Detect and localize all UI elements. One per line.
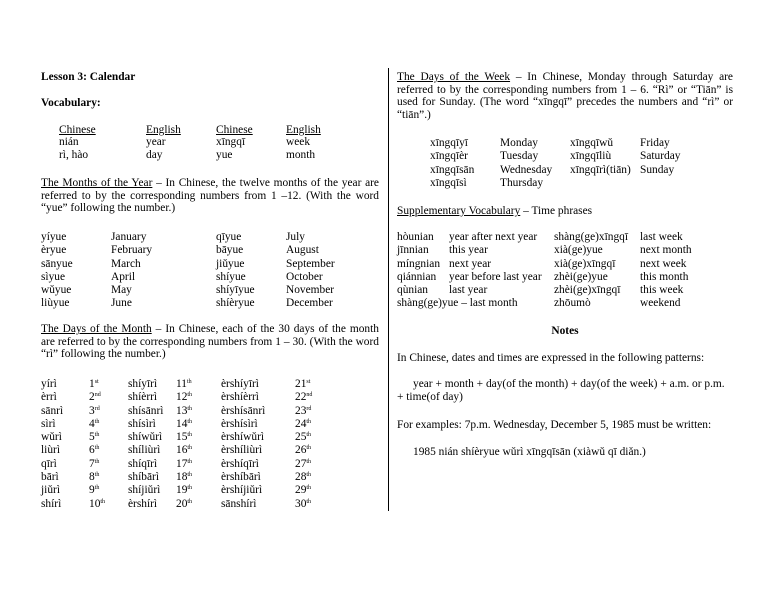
months-heading: The Months of the Year <box>41 177 153 189</box>
day-ordinal <box>295 405 312 418</box>
day-ordinal <box>89 458 105 471</box>
ordinal-suffix: st <box>306 379 311 385</box>
day-number: 1 <box>89 378 95 390</box>
day-word: jiǔrì <box>41 484 60 497</box>
day-word: èrrì <box>41 391 57 404</box>
ordinal-suffix: th <box>306 485 312 492</box>
day-word: shíyīrì <box>128 378 158 390</box>
month-cell: èryue <box>41 244 67 257</box>
ordinal-suffix: th <box>94 432 100 439</box>
month-cell: wǔyue <box>41 284 72 297</box>
day-ordinal <box>176 405 192 418</box>
week-cell: Sunday <box>640 163 675 176</box>
day-number: 11 <box>176 378 187 390</box>
vocabulary-title: Vocabulary: <box>41 97 101 109</box>
week-heading: The Days of the Week <box>397 71 511 83</box>
supp-cell: qùnian <box>397 284 429 297</box>
day-word: shísānrì <box>128 404 164 417</box>
supp-cell: this week <box>640 284 684 297</box>
ordinal-suffix: th <box>306 472 312 479</box>
day-word: liùrì <box>41 444 60 457</box>
ordinal-suffix: th <box>187 392 193 399</box>
day-number: 4 <box>89 417 95 430</box>
supp-cell: this year <box>449 244 488 257</box>
week-cell: xīngqīrì(tiān) <box>570 163 631 176</box>
day-word: èrshíèrrì <box>221 391 259 404</box>
day-word: shíbārì <box>128 471 160 484</box>
week-cell: xīngqīyī <box>430 137 468 149</box>
day-word: èrshíwǔrì <box>221 431 265 444</box>
ordinal-suffix: th <box>187 418 193 425</box>
days-text: – In Chinese, each of the 30 days of the month are referred to by the corresponding numbers from 1 – 30. (With the word “rì” following the number.) <box>41 323 379 361</box>
ordinal-suffix: th <box>94 485 100 492</box>
day-word: èrshírì <box>128 497 158 510</box>
day-number: 22 <box>295 391 307 404</box>
months-paragraph <box>41 177 379 215</box>
day-ordinal <box>295 431 312 444</box>
ordinal-suffix: th <box>94 418 100 425</box>
day-number: 26 <box>295 444 307 457</box>
day-ordinal <box>89 418 105 431</box>
day-word: sānrì <box>41 404 64 417</box>
day-number: 21 <box>295 378 307 390</box>
day-ordinal <box>176 498 192 511</box>
day-ordinal <box>295 391 312 404</box>
supp-cell: hòunian <box>397 231 434 243</box>
supp-cell: next month <box>640 244 692 257</box>
day-ordinal <box>89 471 105 484</box>
day-ordinal <box>295 378 312 391</box>
ordinal-suffix: st <box>94 379 99 385</box>
day-word: èrshíjiǔrì <box>221 484 263 497</box>
day-number: 10 <box>89 497 101 510</box>
day-ordinal <box>89 405 105 418</box>
month-cell: November <box>286 284 335 297</box>
day-word: shíwǔrì <box>128 431 163 444</box>
month-cell: September <box>286 257 335 270</box>
column-divider <box>388 68 389 511</box>
ordinal-suffix: th <box>187 445 193 452</box>
ordinal-suffix: th <box>94 458 100 465</box>
supp-cell: xià(ge)xīngqī <box>554 257 616 270</box>
week-cell: xīngqīliù <box>570 150 612 163</box>
ordinal-suffix: th <box>186 379 192 385</box>
vocab-cell: day <box>146 148 163 161</box>
day-word: shírì <box>41 497 62 510</box>
month-cell: June <box>111 297 132 310</box>
week-cell: Friday <box>640 137 670 149</box>
ordinal-suffix: nd <box>94 392 101 399</box>
vocab-header-english: English <box>286 124 321 136</box>
day-number: 25 <box>295 431 307 444</box>
ordinal-suffix: th <box>187 485 193 492</box>
week-cell: Thursday <box>500 176 544 189</box>
day-ordinal <box>176 418 192 431</box>
day-number: 9 <box>89 484 95 497</box>
day-number: 28 <box>295 471 307 484</box>
week-paragraph <box>397 71 733 121</box>
day-word: bārì <box>41 471 59 484</box>
day-ordinal <box>89 391 105 404</box>
lesson-title: Lesson 3: Calendar <box>41 71 136 83</box>
ordinal-suffix: rd <box>94 405 100 412</box>
ordinal-suffix: th <box>187 472 193 479</box>
day-word: èrshíqīrì <box>221 457 259 470</box>
month-cell: shíyīyue <box>216 284 255 297</box>
days-paragraph <box>41 323 379 361</box>
month-cell: yíyue <box>41 231 67 243</box>
month-cell: liùyue <box>41 297 70 310</box>
months-text: – In Chinese, the twelve months of the year are referred to by the corresponding numbers from 1 –12. (With the word “yue” following the number.) <box>41 177 379 215</box>
day-ordinal <box>176 391 192 404</box>
day-ordinal <box>89 498 105 511</box>
ordinal-suffix: th <box>306 458 312 465</box>
day-ordinal <box>295 458 312 471</box>
day-word-column <box>41 378 63 511</box>
day-ordinal <box>176 484 192 497</box>
day-number: 27 <box>295 457 307 470</box>
month-cell: shíèryue <box>216 297 255 310</box>
notes-title: Notes <box>551 325 579 337</box>
month-cell: August <box>286 244 319 257</box>
day-number: 24 <box>295 417 307 430</box>
day-number: 23 <box>295 404 307 417</box>
supp-cell: zhèi(ge)xīngqī <box>554 284 621 297</box>
supp-cell: xià(ge)yue <box>554 244 603 257</box>
month-cell: sìyue <box>41 270 66 283</box>
day-ordinal <box>176 431 192 444</box>
month-cell: May <box>111 284 132 297</box>
day-ordinal <box>89 431 105 444</box>
vocab-header-chinese: Chinese <box>59 124 96 136</box>
ordinal-suffix: th <box>187 498 193 505</box>
month-cell: October <box>286 270 323 283</box>
day-number: 15 <box>176 431 188 444</box>
supp-cell: this month <box>640 270 689 283</box>
vocab-cell: week <box>286 136 311 149</box>
supp-cell: last week <box>640 231 683 243</box>
day-number: 16 <box>176 444 188 457</box>
ordinal-suffix: th <box>306 445 312 452</box>
notes-intro: In Chinese, dates and times are expressed in the following patterns: <box>397 352 705 364</box>
vocab-header-english: English <box>146 124 181 136</box>
vocab-cell: month <box>286 148 316 161</box>
vocab-cell: year <box>146 136 166 149</box>
month-cell: July <box>286 231 305 243</box>
month-cell: jiǔyue <box>216 257 245 270</box>
supp-cell: next week <box>640 257 687 270</box>
ordinal-suffix: th <box>306 418 312 425</box>
supp-cell: last year <box>449 284 488 297</box>
day-ordinal <box>295 418 312 431</box>
day-ordinal <box>89 484 105 497</box>
day-number: 18 <box>176 471 188 484</box>
day-number: 14 <box>176 417 188 430</box>
supp-cell: qiánnian <box>397 270 437 283</box>
day-ordinal <box>176 378 192 391</box>
month-cell: March <box>111 257 141 270</box>
day-ordinal <box>176 471 192 484</box>
supp-cell: shàng(ge)yue – last month <box>397 297 518 310</box>
day-number-column <box>176 378 192 511</box>
day-word: sānshírì <box>221 497 257 510</box>
day-number: 13 <box>176 404 188 417</box>
supplementary-paragraph <box>397 205 592 218</box>
vocab-cell: xīngqī <box>216 136 246 149</box>
day-number: 7 <box>89 457 95 470</box>
week-cell: Wednesday <box>500 163 553 176</box>
day-word: èrshísānrì <box>221 404 266 417</box>
day-number-column <box>89 378 105 511</box>
month-cell: April <box>111 270 136 283</box>
day-ordinal <box>295 484 312 497</box>
week-cell: xīngqīsì <box>430 176 467 189</box>
day-ordinal <box>89 444 105 457</box>
ordinal-suffix: th <box>306 498 312 505</box>
ordinal-suffix: nd <box>306 392 313 399</box>
supp-cell: shàng(ge)xīngqī <box>554 231 629 243</box>
day-word: shísìrì <box>128 417 156 430</box>
day-word: èrshíliùrì <box>221 444 263 457</box>
week-cell: Saturday <box>640 150 681 163</box>
day-word: wǔrì <box>41 431 62 444</box>
day-number: 8 <box>89 471 95 484</box>
ordinal-suffix: th <box>306 432 312 439</box>
day-ordinal <box>89 378 105 391</box>
month-cell: bāyue <box>216 244 244 257</box>
day-ordinal <box>176 444 192 457</box>
notes-pattern: year + month + day(of the month) + day(of the week) + a.m. or p.m. + time(of day) <box>397 378 725 403</box>
day-number: 12 <box>176 391 188 404</box>
day-word: qīrì <box>41 457 57 470</box>
supplementary-heading: Supplementary Vocabulary <box>397 205 521 217</box>
month-cell: qīyue <box>216 231 242 243</box>
supp-cell: zhōumò <box>554 297 591 310</box>
day-word: shíliùrì <box>128 444 161 457</box>
vocab-cell: nián <box>59 136 79 149</box>
month-cell: sānyue <box>41 257 73 270</box>
notes-example-intro: For examples: 7p.m. Wednesday, December 5, 1985 must be written: <box>397 419 712 431</box>
vocab-header-chinese: Chinese <box>216 124 253 136</box>
ordinal-suffix: th <box>100 498 106 505</box>
day-ordinal <box>295 498 312 511</box>
day-ordinal <box>295 471 312 484</box>
week-cell: Tuesday <box>500 150 539 163</box>
supp-cell: weekend <box>640 297 681 310</box>
day-word: sìrì <box>41 417 56 430</box>
day-number: 17 <box>176 457 188 470</box>
day-number: 20 <box>176 497 188 510</box>
days-heading: The Days of the Month <box>41 323 152 335</box>
day-word: èrshíbārì <box>221 471 261 484</box>
week-cell: xīngqīwǔ <box>570 137 614 149</box>
week-cell: xīngqīsān <box>430 163 475 176</box>
ordinal-suffix: th <box>94 445 100 452</box>
vocab-cell: rì, hào <box>59 148 89 161</box>
supp-cell: míngnian <box>397 257 441 270</box>
day-word-column <box>128 378 163 511</box>
month-cell: February <box>111 244 153 257</box>
notes-example: 1985 nián shíèryue wǔrì xīngqīsān (xiàwǔ qī diǎn.) <box>413 446 646 458</box>
day-word: yírì <box>41 378 57 390</box>
supp-cell: zhèi(ge)yue <box>554 270 608 283</box>
day-word: shíqīrì <box>128 457 158 470</box>
supp-cell: next year <box>449 257 492 270</box>
day-ordinal <box>295 444 312 457</box>
month-cell: December <box>286 297 333 310</box>
vocab-cell: yue <box>216 148 233 161</box>
day-number: 6 <box>89 444 95 457</box>
day-ordinal <box>176 458 192 471</box>
day-number-column <box>295 378 312 511</box>
ordinal-suffix: th <box>187 405 193 412</box>
week-cell: Monday <box>500 137 538 149</box>
day-number: 2 <box>89 391 95 404</box>
day-number: 29 <box>295 484 307 497</box>
month-cell: shíyue <box>216 270 246 283</box>
week-text: – In Chinese, Monday through Saturday are referred to by the corresponding numbers from 1 – 6. “Rì” or “Tiān” is used for Sunday. (The word “xīngqī” precedes the numbers and “rì” or “tiān”.) <box>397 71 733 121</box>
month-cell: January <box>111 231 147 243</box>
day-word: èrshíyīrì <box>221 378 259 390</box>
day-word: èrshísìrì <box>221 417 258 430</box>
week-cell: xīngqīèr <box>430 150 468 163</box>
day-number: 30 <box>295 497 307 510</box>
ordinal-suffix: th <box>187 432 193 439</box>
ordinal-suffix: th <box>187 458 193 465</box>
supplementary-text: – Time phrases <box>520 205 593 217</box>
day-word: shíèrrì <box>128 391 158 404</box>
supp-cell: year before last year <box>449 270 542 283</box>
supp-cell: jīnnian <box>397 244 429 257</box>
day-number: 19 <box>176 484 188 497</box>
ordinal-suffix: th <box>94 472 100 479</box>
ordinal-suffix: rd <box>306 405 312 412</box>
day-number: 3 <box>89 404 95 417</box>
day-word-column <box>221 378 265 511</box>
day-word: shíjiǔrì <box>128 484 161 497</box>
supp-cell: year after next year <box>449 231 538 243</box>
day-number: 5 <box>89 431 95 444</box>
